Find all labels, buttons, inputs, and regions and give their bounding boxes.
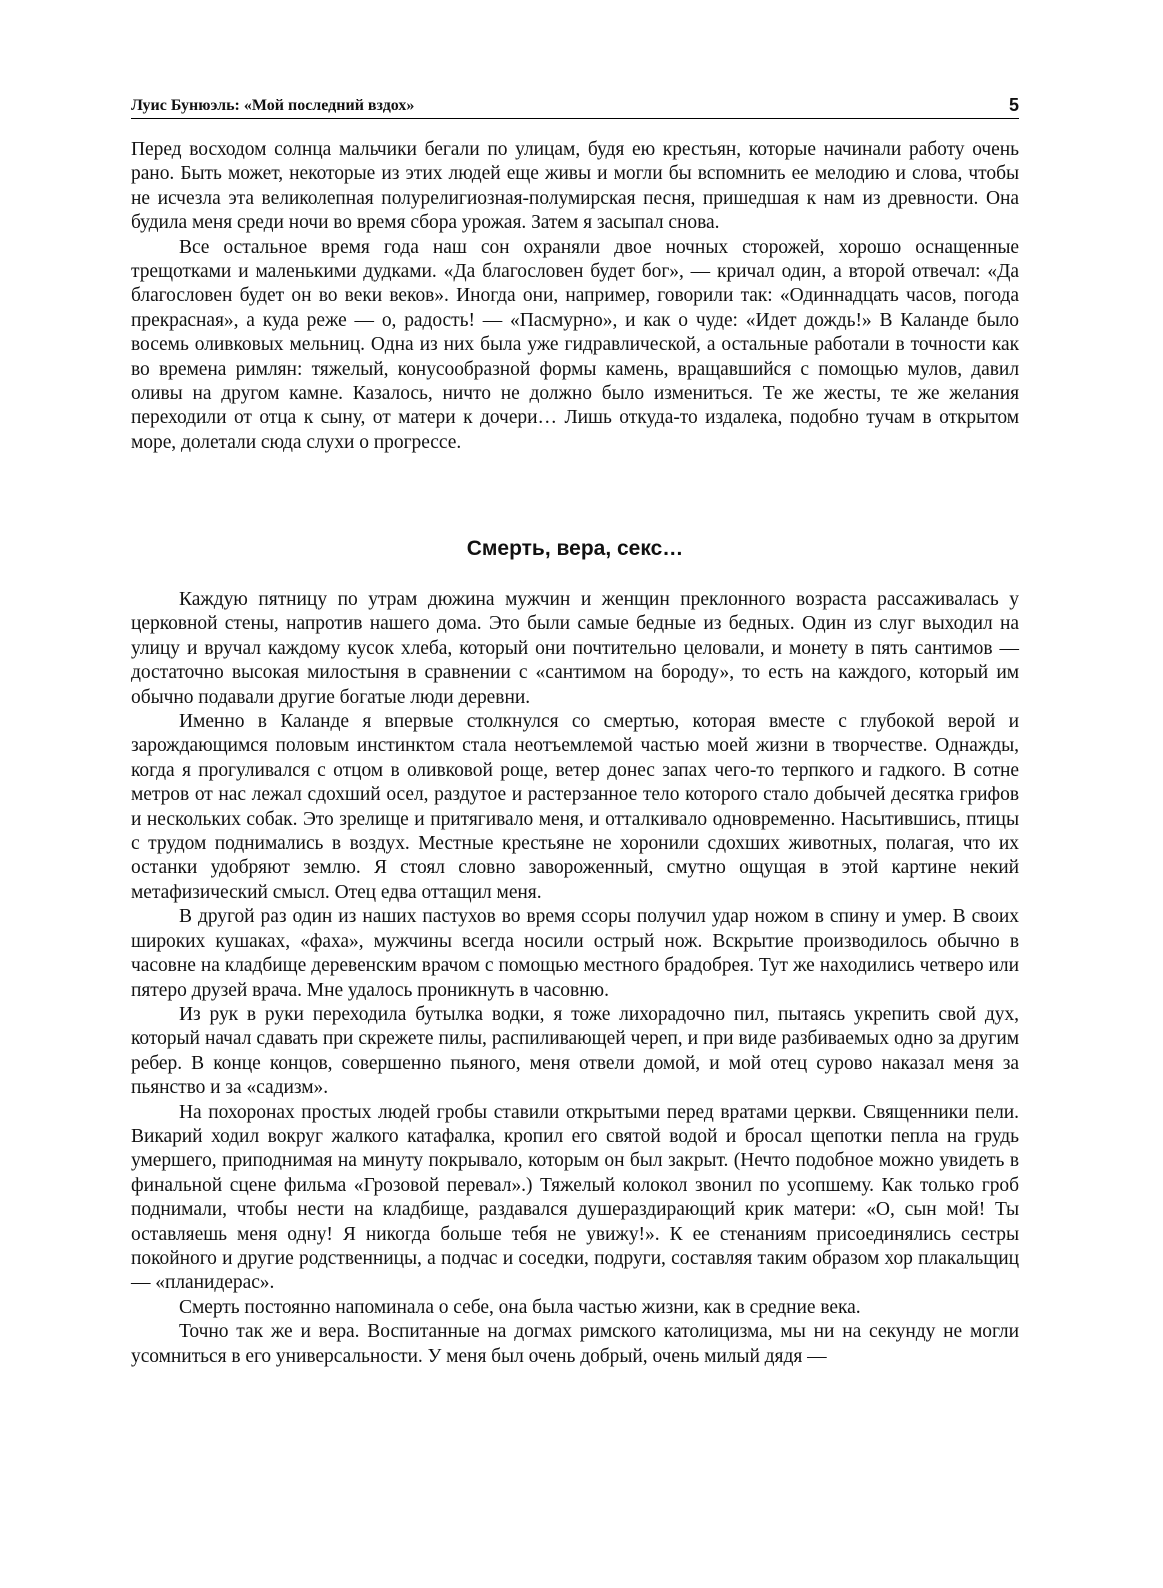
paragraph: В другой раз один из наших пастухов во время ссоры получил удар ножом в спину и умер. В своих широких кушаках, «фаха», мужчины всегда носили острый нож. Вскрытие производилось обычно в часовне на кладбище деревенским врачом с помощью местного брадобрея. Тут же находились четверо или пятеро друзей врача. Мне удалось проникнуть в часовню. [131, 906, 1019, 1001]
paragraph: Именно в Каланде я впервые столкнулся со смертью, которая вместе с глубокой верой и зарождающимся половым инстинктом стала неотъемлемой частью моей жизни в творчестве. Однажды, когда я прогуливался с отцом в оливковой роще, ветер донес запах чего-то терпкого и гадкого. В сотне метров от нас лежал сдохший осел, раздутое и растерзанное тело которого стало добычей десятка грифов и нескольких собак. Это зрелище и притягивало меня, и отталкивало одновременно. Насытившись, птицы с трудом поднимались в воздух. Местные крестьяне не хоронили сдохших животных, полагая, что их останки удобряют землю. Я стоял словно завороженный, смутно ощущая в этой картине некий метафизический смысл. Отец едва оттащил меня. [131, 711, 1019, 903]
paragraph: Все остальное время года наш сон охраняли двое ночных сторожей, хорошо оснащенные трещотками и маленькими дудками. «Да благословен будет бог», — кричал один, а второй отвечал: «Да благословен будет он во веки веков». Иногда они, например, говорили так: «Одиннадцать часов, погода прекрасная», а куда реже — о, радость! — «Пасмурно», и как о чуде: «Идет дождь!» В Каланде было восемь оливковых мельниц. Одна из них была уже гидравлической, а остальные работали в точности как во времена римлян: тяжелый, конусообразной формы камень, вращавшийся с помощью мулов, давил оливы на другом камне. Казалось, ничто не должно было измениться. Те же жесты, те же желания переходили от отца к сыну, от матери к дочери… Лишь откуда-то издалека, подобно тучам в открытом море, долетали сюда слухи о прогрессе. [131, 236, 1019, 453]
paragraph: На похоронах простых людей гробы ставили открытыми перед вратами церкви. Священники пели. Викарий ходил вокруг жалкого катафалка, кропил его святой водой и бросал щепотки пепла на грудь умершего, приподнимая на минуту покрывало, которым он был закрыт. (Нечто подобное можно увидеть в финальной сцене фильма «Грозовой перевал».) Тяжелый колокол звонил по усопшему. Как только гроб поднимали, чтобы нести на кладбище, раздавался душераздирающий крик матери: «О, сын мой! Ты оставляешь меня одну! Я никогда больше тебя не увижу!». К ее стенаниям присоединялись сестры покойного и другие родственницы, а подчас и соседки, подруги, составляя таким образом хор плакальщиц — «планидерас». [131, 1101, 1019, 1294]
running-header [131, 94, 1019, 119]
paragraph: Смерть постоянно напоминала о себе, она была частью жизни, как в средние века. [179, 1296, 861, 1318]
top-text-block [131, 138, 1019, 455]
page-number: 5 [1008, 95, 1019, 115]
paragraph: Из рук в руки переходила бутылка водки, я тоже лихорадочно пил, пытаясь укрепить свой дух, который начал сдавать при скрежете пилы, распиливающей череп, и при виде разбиваемых одно за другим ребер. В конце концов, совершенно пьяного, меня отвели домой, и мой отец сурово наказал меня за пьянство и за «садизм». [131, 1003, 1019, 1099]
running-title: Луис Бунюэль: «Мой последний вздох» [131, 97, 415, 114]
section-heading: Смерть, вера, секс… [466, 537, 684, 560]
paragraph: Перед восходом солнца мальчики бегали по улицам, будя ею крестьян, которые начинали работу очень рано. Быть может, некоторые из этих людей еще живы и могли бы вспомнить ее мелодию и слова, чтобы не исчезла эта великолепная полурелигиозная-полумирская песня, пришедшая к нам из древности. Она будила меня среди ночи во время сбора урожая. Затем я засыпал снова. [131, 139, 1019, 234]
section-text-block [131, 588, 1019, 1369]
paragraph: Каждую пятницу по утрам дюжина мужчин и женщин преклонного возраста рассаживалась у церковной стены, напротив нашего дома. Это были самые бедные из бедных. Один из слуг выходил на улицу и вручал каждому кусок хлеба, который они почтительно целовали, и монету в пять сантимов — достаточно высокая милостыня в сравнении с «сантимом на бороду», то есть на каждого, который им обычно подавали другие богатые люди деревни. [131, 589, 1019, 708]
paragraph: Точно так же и вера. Воспитанные на догмах римского католицизма, мы ни на секунду не могли усомниться в его универсальности. У меня был очень добрый, очень милый дядя — [131, 1321, 1019, 1367]
